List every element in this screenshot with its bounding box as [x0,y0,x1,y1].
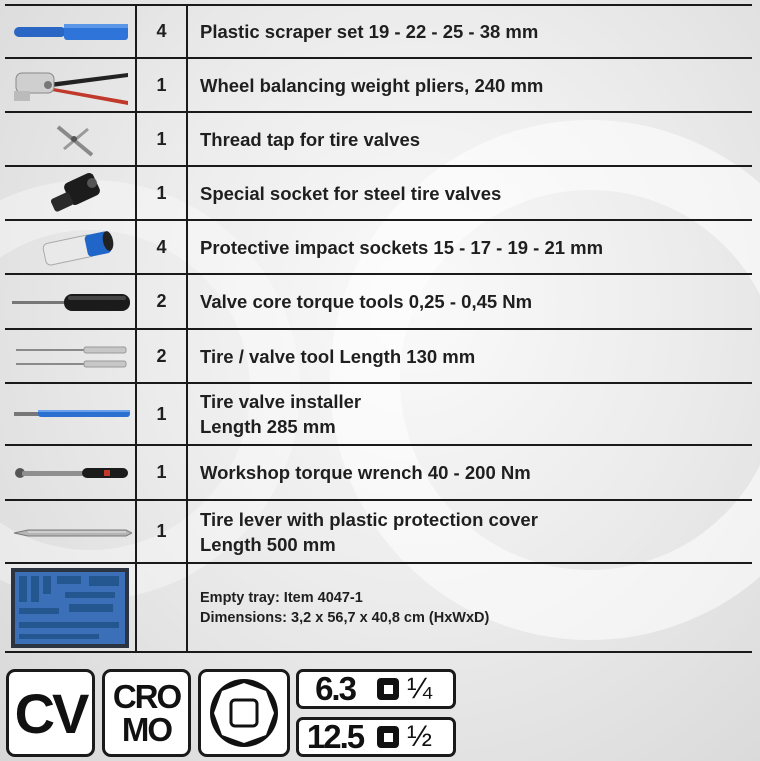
item-description [188,446,752,499]
quantity: 1 [137,167,188,219]
description-line: Tire / valve tool Length 130 mm [200,345,476,367]
table-row [5,113,752,167]
table-row [5,59,752,113]
quantity: 2 [137,330,188,382]
table-row [5,167,752,221]
description-line: Tire valve installer [200,391,362,412]
item-image [5,330,137,382]
item-image [5,167,137,219]
description-line: Valve core torque tools 0,25 - 0,45 Nm [200,291,533,312]
item-description [188,6,752,57]
table-row [5,4,752,59]
cromo-line: CRO [112,678,181,715]
valve-installer-icon [8,390,132,438]
description-line: Length 285 mm [200,416,336,437]
description-line: Workshop torque wrench 40 - 200 Nm [200,462,531,483]
item-image [5,564,137,651]
item-image [5,501,137,562]
description-line: Tire lever with plastic protection cover [200,508,538,530]
item-image [5,6,137,57]
item-table [5,4,752,653]
table-row [5,446,752,501]
description-line: Plastic scraper set 19 - 22 - 25 - 38 mm [200,21,539,42]
hex-socket-icon [204,673,284,753]
quantity: 1 [137,384,188,444]
cromo-line: MO [121,711,172,748]
item-image [5,59,137,111]
description-line: Dimensions: 3,2 x 56,7 x 40,8 cm (HxWxD) [200,609,490,626]
table-row [5,330,752,384]
cv-badge: CV [6,669,95,757]
screwdriver-icon [8,278,132,326]
table-row [5,221,752,275]
valve-tool-icon [8,332,132,380]
table-row [5,564,752,653]
drive-size-inch: ¼ [407,672,433,705]
quantity: 2 [137,275,188,328]
item-description [188,330,752,382]
drive-size-badge [296,717,456,757]
plastic-scraper-icon [8,12,132,52]
description-line: Thread tap for tire valves [200,128,421,150]
item-description [188,221,752,273]
drive-size-inch: ½ [407,720,433,753]
item-description [188,113,752,165]
quantity: 1 [137,501,188,562]
empty-tray-icon [9,566,131,650]
pliers-icon [8,61,132,109]
item-image [5,446,137,499]
item-description [188,167,752,219]
item-image [5,275,137,328]
item-image [5,221,137,273]
quantity: 4 [137,221,188,273]
hex-profile-badge [198,669,290,757]
quantity: 1 [137,59,188,111]
tire-lever-icon [8,508,132,556]
drive-size-mm: 6.3 [315,670,355,707]
feature-badges [6,669,466,757]
item-description [188,501,752,562]
table-row [5,384,752,446]
special-socket-icon [8,169,132,217]
quantity: 4 [137,6,188,57]
item-description [188,275,752,328]
quantity: 1 [137,113,188,165]
quantity [137,564,188,651]
thread-tap-icon [8,115,132,163]
item-image [5,384,137,444]
cromo-badge [102,669,191,757]
item-image [5,113,137,165]
drive-size-badge [296,669,456,709]
description-line: Special socket for steel tire valves [200,182,502,204]
description-line: Length 500 mm [200,533,336,555]
table-row [5,501,752,564]
square-drive-icon [377,678,399,700]
impact-socket-icon [8,223,132,271]
table-row [5,275,752,330]
quantity: 1 [137,446,188,499]
item-description [188,564,752,651]
description-line: Empty tray: Item 4047-1 [200,589,363,606]
item-description [188,59,752,111]
torque-wrench-icon [8,449,132,497]
description-line: Protective impact sockets 15 - 17 - 19 - 21 mm [200,236,604,258]
drive-size-mm: 12.5 [306,718,364,755]
item-description [188,384,752,444]
square-drive-icon [377,726,399,748]
description-line: Wheel balancing weight pliers, 240 mm [200,74,544,96]
